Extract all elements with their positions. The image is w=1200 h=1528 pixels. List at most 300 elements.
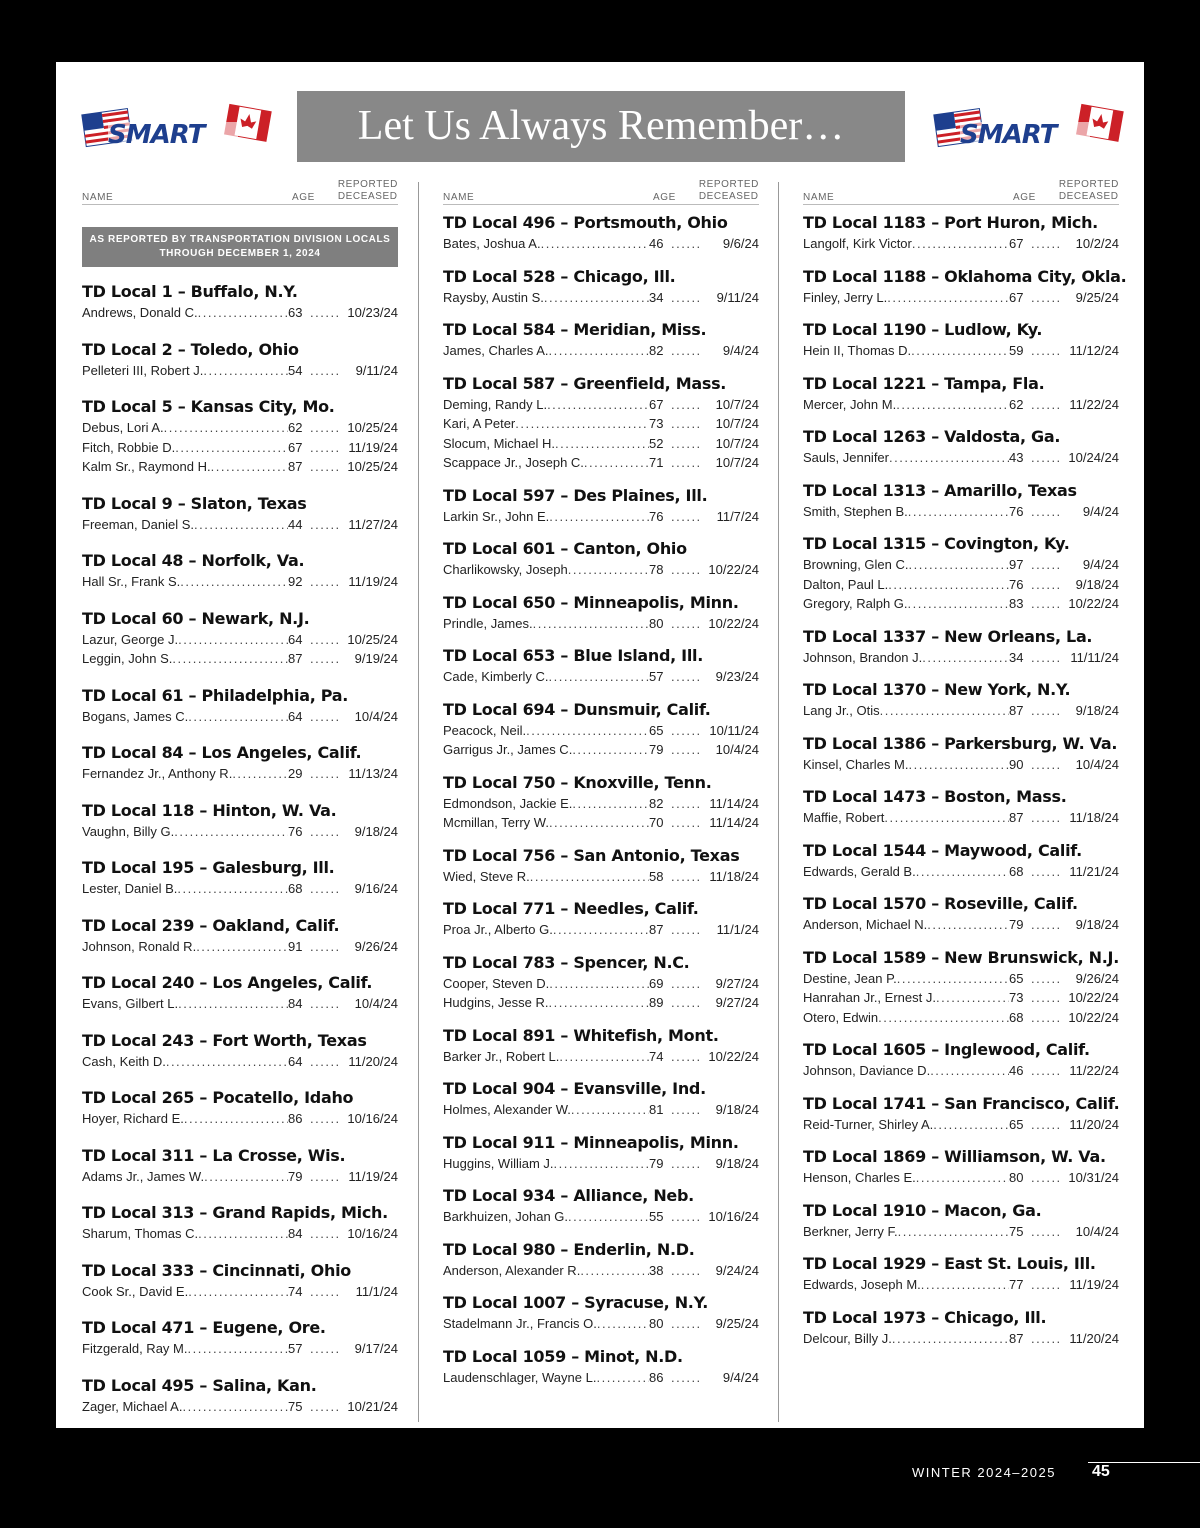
dot-leader <box>310 418 338 438</box>
date-deceased: 10/22/24 <box>708 615 759 631</box>
local-section <box>82 1260 398 1302</box>
member-age: 84 <box>288 1226 303 1241</box>
member-age: 97 <box>1009 557 1024 572</box>
dot-leader <box>310 1282 338 1302</box>
member-entry <box>82 937 398 957</box>
date-deceased: 10/25/24 <box>347 459 398 474</box>
date-deceased: 11/18/24 <box>1069 810 1119 825</box>
member-entry <box>803 808 1119 828</box>
date-deceased: 10/24/24 <box>1068 450 1119 465</box>
member-entry <box>82 707 398 727</box>
dot-leader <box>921 1275 1009 1295</box>
member-age: 87 <box>1009 703 1024 718</box>
member-age: 46 <box>1009 1063 1024 1078</box>
dot-leader <box>310 361 338 381</box>
member-entry <box>82 764 398 784</box>
dot-leader <box>671 434 699 454</box>
date-deceased: 10/22/24 <box>1068 1009 1119 1025</box>
local-section <box>443 1025 759 1067</box>
member-age: 62 <box>1009 396 1024 412</box>
dot-leader <box>310 994 338 1014</box>
local-title: TD Local 333 – Cincinnati, Ohio <box>82 1260 351 1280</box>
date-deceased: 10/25/24 <box>347 420 398 435</box>
local-title: TD Local 904 – Evansville, Ind. <box>443 1079 706 1098</box>
member-name: Lester, Daniel B. <box>82 881 178 896</box>
dot-leader <box>310 764 338 784</box>
dot-leader <box>671 1154 699 1174</box>
member-name: Charlikowsky, Joseph <box>443 562 568 577</box>
dot-leader <box>671 974 699 994</box>
member-age: 91 <box>288 938 303 954</box>
local-section <box>803 426 1119 468</box>
dot-leader <box>164 418 288 438</box>
header-name: NAME <box>82 192 114 203</box>
date-deceased: 9/26/24 <box>1075 970 1119 986</box>
local-title: TD Local 1929 – East St. Louis, Ill. <box>803 1254 1096 1273</box>
member-age: 58 <box>649 868 664 884</box>
member-age: 80 <box>649 615 664 631</box>
smart-logo-text: SMART <box>108 120 205 150</box>
dot-leader <box>671 341 699 361</box>
local-title: TD Local 1910 – Macon, Ga. <box>803 1200 1042 1220</box>
dot-leader <box>1031 594 1059 614</box>
member-name: Fitch, Robbie D. <box>82 439 176 455</box>
local-title: TD Local 1741 – San Francisco, Calif. <box>803 1093 1120 1113</box>
dot-leader <box>310 630 338 650</box>
local-title: TD Local 471 – Eugene, Ore. <box>82 1318 326 1337</box>
date-deceased: 11/19/24 <box>348 1168 398 1184</box>
member-age: 65 <box>649 722 664 738</box>
member-name: Deming, Randy L. <box>443 396 548 412</box>
member-entry <box>443 1368 759 1388</box>
member-entry <box>803 969 1119 989</box>
dot-leader <box>1031 288 1059 308</box>
local-title: TD Local 1190 – Ludlow, Ky. <box>803 320 1043 339</box>
dot-leader <box>310 515 338 535</box>
member-entry <box>803 555 1119 575</box>
member-name: Laudenschlager, Wayne L. <box>443 1369 597 1385</box>
dot-leader <box>178 994 288 1014</box>
member-entry <box>443 560 759 580</box>
dot-leader <box>572 794 649 814</box>
column-1 <box>82 174 398 1432</box>
local-section <box>82 1202 398 1244</box>
dot-leader <box>555 434 649 454</box>
local-title: TD Local 1869 – Williamson, W. Va. <box>803 1147 1106 1166</box>
member-age: 74 <box>288 1283 303 1299</box>
local-section <box>443 592 759 634</box>
member-entry <box>443 974 759 994</box>
member-age: 78 <box>649 562 664 577</box>
member-name: Adams Jr., James W. <box>82 1168 205 1184</box>
member-name: Smith, Stephen B. <box>803 503 908 519</box>
local-title: TD Local 911 – Minneapolis, Minn. <box>443 1132 739 1152</box>
local-title: TD Local 1570 – Roseville, Calif. <box>803 894 1078 913</box>
local-section <box>443 772 759 833</box>
local-title: TD Local 311 – La Crosse, Wis. <box>82 1145 346 1165</box>
local-title: TD Local 1370 – New York, N.Y. <box>803 680 1071 699</box>
member-age: 79 <box>649 1155 664 1171</box>
member-name: Lang Jr., Otis <box>803 703 880 718</box>
local-section <box>82 1317 398 1359</box>
local-title: TD Local 9 – Slaton, Texas <box>82 493 307 513</box>
local-title: TD Local 1263 – Valdosta, Ga. <box>803 427 1061 446</box>
dot-leader <box>310 457 338 477</box>
member-age: 57 <box>649 669 664 684</box>
member-entry <box>803 988 1119 1008</box>
date-deceased: 10/4/24 <box>715 742 759 757</box>
local-title: TD Local 756 – San Antonio, Texas <box>443 845 740 865</box>
date-deceased: 9/18/24 <box>1075 703 1119 718</box>
dot-leader <box>671 414 699 434</box>
local-section <box>443 845 759 887</box>
member-entry <box>82 457 398 477</box>
date-deceased: 10/23/24 <box>347 305 398 320</box>
local-section <box>443 319 759 361</box>
member-entry <box>803 648 1119 668</box>
dot-leader <box>916 1168 1009 1188</box>
smart-logo-right <box>930 98 1126 160</box>
dot-leader <box>880 701 1009 721</box>
reporting-note-line2: THROUGH DECEMBER 1, 2024 <box>159 248 321 259</box>
date-deceased: 11/20/24 <box>1069 1330 1119 1346</box>
dot-leader <box>908 594 1009 614</box>
date-deceased: 9/25/24 <box>715 1316 759 1331</box>
dot-leader <box>671 794 699 814</box>
member-name: Langolf, Kirk Victor <box>803 236 912 251</box>
local-title: TD Local 243 – Fort Worth, Texas <box>82 1030 367 1050</box>
dot-leader <box>1031 862 1059 882</box>
date-deceased: 9/18/24 <box>715 1102 759 1117</box>
date-deceased: 10/7/24 <box>715 396 759 412</box>
page <box>56 62 1144 1428</box>
page-number: 45 <box>1092 1463 1110 1480</box>
smart-logo-left <box>78 98 274 160</box>
member-name: Vaughn, Billy G. <box>82 823 175 839</box>
local-title: TD Local 601 – Canton, Ohio <box>443 539 687 558</box>
member-name: Edmondson, Jackie E. <box>443 795 573 811</box>
date-deceased: 10/4/24 <box>1075 1223 1119 1239</box>
member-name: Edwards, Joseph M. <box>803 1277 921 1292</box>
header-name: NAME <box>803 192 835 203</box>
local-title: TD Local 891 – Whitefish, Mont. <box>443 1025 719 1045</box>
date-deceased: 11/14/24 <box>709 815 759 830</box>
date-deceased: 9/18/24 <box>1075 576 1119 592</box>
dot-leader <box>897 969 1009 989</box>
member-name: Bogans, James C. <box>82 708 189 724</box>
member-name: Kari, A Peter <box>443 416 516 431</box>
member-age: 82 <box>649 795 664 811</box>
dot-leader <box>671 395 699 415</box>
date-deceased: 11/19/24 <box>348 439 398 455</box>
date-deceased: 9/4/24 <box>722 1369 759 1385</box>
member-entry <box>803 502 1119 522</box>
dot-leader <box>916 862 1009 882</box>
member-age: 79 <box>288 1168 303 1184</box>
member-entry <box>443 667 759 687</box>
member-age: 80 <box>649 1316 664 1331</box>
member-name: Andrews, Donald C. <box>82 305 198 320</box>
local-section <box>443 373 759 473</box>
member-name: Hudgins, Jesse R. <box>443 995 549 1010</box>
local-section <box>803 1253 1119 1295</box>
date-deceased: 10/25/24 <box>347 631 398 647</box>
local-title: TD Local 1315 – Covington, Ky. <box>803 534 1070 553</box>
local-title: TD Local 195 – Galesburg, Ill. <box>82 858 335 877</box>
member-entry <box>82 630 398 650</box>
member-name: James, Charles A. <box>443 343 549 358</box>
member-age: 68 <box>1009 863 1024 879</box>
dot-leader <box>671 993 699 1013</box>
local-title: TD Local 934 – Alliance, Neb. <box>443 1186 694 1205</box>
column-header <box>803 174 1119 205</box>
member-entry <box>443 507 759 527</box>
date-deceased: 10/4/24 <box>354 996 398 1011</box>
member-entry <box>443 1261 759 1281</box>
member-age: 92 <box>288 574 303 589</box>
dot-leader <box>310 822 338 842</box>
local-title: TD Local 1059 – Minot, N.D. <box>443 1346 683 1366</box>
local-title: TD Local 771 – Needles, Calif. <box>443 899 699 918</box>
dot-leader <box>310 1339 338 1359</box>
local-section <box>803 840 1119 882</box>
member-entry <box>803 341 1119 361</box>
dot-leader <box>178 630 288 650</box>
member-entry <box>443 614 759 634</box>
member-entry <box>443 1207 759 1227</box>
member-entry <box>803 862 1119 882</box>
member-entry <box>803 1168 1119 1188</box>
date-deceased: 10/7/24 <box>715 435 759 451</box>
member-age: 79 <box>649 742 664 757</box>
member-name: Hein II, Thomas D. <box>803 343 912 358</box>
local-title: TD Local 650 – Minneapolis, Minn. <box>443 592 739 612</box>
dot-leader <box>177 879 288 899</box>
member-age: 86 <box>649 1369 664 1385</box>
member-entry <box>443 1314 759 1334</box>
dot-leader <box>671 614 699 634</box>
local-title: TD Local 1188 – Oklahoma City, Okla. <box>803 266 1127 286</box>
member-name: Mcmillan, Terry W. <box>443 815 549 830</box>
dot-leader <box>172 649 288 669</box>
member-age: 54 <box>288 362 303 378</box>
member-entry <box>82 361 398 381</box>
dot-leader <box>898 1222 1009 1242</box>
member-entry <box>803 448 1119 468</box>
local-title: TD Local 1589 – New Brunswick, N.J. <box>803 947 1119 967</box>
member-entry <box>443 414 759 434</box>
local-section <box>803 947 1119 1028</box>
date-deceased: 9/11/24 <box>716 289 759 305</box>
local-title: TD Local 980 – Enderlin, N.D. <box>443 1239 695 1259</box>
local-section <box>82 1375 398 1417</box>
header-age: AGE <box>1013 192 1036 203</box>
local-title: TD Local 48 – Norfolk, Va. <box>82 551 305 570</box>
member-entry <box>443 288 759 308</box>
dot-leader <box>232 764 288 784</box>
dot-leader <box>571 1100 649 1120</box>
member-name: Leggin, John S. <box>82 651 173 666</box>
member-entry <box>82 1397 398 1417</box>
date-deceased: 10/7/24 <box>715 455 759 470</box>
member-entry <box>443 993 759 1013</box>
dot-leader <box>544 288 649 308</box>
member-age: 79 <box>1009 917 1024 932</box>
member-age: 67 <box>1009 289 1024 305</box>
issue-label: WINTER 2024–2025 <box>912 1465 1056 1480</box>
member-name: Freeman, Daniel S. <box>82 516 194 532</box>
dot-leader <box>310 438 338 458</box>
local-section <box>82 915 398 957</box>
local-title: TD Local 1605 – Inglewood, Calif. <box>803 1040 1090 1059</box>
header-reported-deceased: REPORTED DECEASED <box>698 179 759 202</box>
local-section <box>82 493 398 535</box>
column-header <box>443 174 759 205</box>
member-name: Henson, Charles E. <box>803 1170 916 1185</box>
dot-leader <box>671 740 699 760</box>
member-name: Hanrahan Jr., Ernest J. <box>803 990 936 1005</box>
dot-leader <box>310 1109 338 1129</box>
local-section <box>443 1292 759 1334</box>
member-age: 87 <box>1009 810 1024 825</box>
dot-leader <box>568 560 649 580</box>
dot-leader <box>188 1282 288 1302</box>
date-deceased: 9/26/24 <box>354 938 398 954</box>
dot-leader <box>549 974 649 994</box>
dot-leader <box>310 649 338 669</box>
dot-leader <box>175 438 288 458</box>
dot-leader <box>526 721 649 741</box>
date-deceased: 9/18/24 <box>354 823 398 839</box>
date-deceased: 11/22/24 <box>1069 396 1119 412</box>
member-name: Scappace Jr., Joseph C. <box>443 455 584 470</box>
dot-leader <box>310 303 338 323</box>
header-age: AGE <box>292 192 315 203</box>
member-name: Delcour, Billy J. <box>803 1330 892 1346</box>
local-section <box>82 550 398 592</box>
date-deceased: 11/7/24 <box>716 508 759 524</box>
date-deceased: 10/2/24 <box>1075 236 1119 251</box>
smart-logo-text: SMART <box>960 120 1057 150</box>
member-entry <box>443 721 759 741</box>
member-entry <box>803 594 1119 614</box>
dot-leader <box>896 395 1009 415</box>
member-name: Holmes, Alexander W. <box>443 1102 571 1117</box>
member-name: Wied, Steve R. <box>443 868 530 884</box>
member-name: Evans, Gilbert L. <box>82 996 179 1011</box>
member-age: 55 <box>649 1209 664 1224</box>
date-deceased: 9/25/24 <box>1075 289 1119 305</box>
date-deceased: 9/4/24 <box>722 343 759 358</box>
date-deceased: 11/19/24 <box>1069 1277 1119 1292</box>
date-deceased: 9/24/24 <box>715 1262 759 1278</box>
member-age: 52 <box>649 435 664 451</box>
date-deceased: 10/16/24 <box>347 1111 398 1126</box>
member-age: 65 <box>1009 970 1024 986</box>
dot-leader <box>180 572 288 592</box>
member-name: Cade, Kimberly C. <box>443 669 549 684</box>
dot-leader <box>310 879 338 899</box>
dot-leader <box>878 1008 1009 1028</box>
dot-leader <box>1031 1008 1059 1028</box>
dot-leader <box>922 648 1009 668</box>
dot-leader <box>1031 808 1059 828</box>
member-name: Slocum, Michael H. <box>443 435 555 451</box>
member-name: Browning, Glen C. <box>803 557 909 572</box>
member-entry <box>803 1008 1119 1028</box>
member-age: 70 <box>649 815 664 830</box>
dot-leader <box>203 361 288 381</box>
member-entry <box>82 438 398 458</box>
dot-leader <box>597 1314 649 1334</box>
member-entry <box>803 1275 1119 1295</box>
member-entry <box>82 879 398 899</box>
local-title: TD Local 587 – Greenfield, Mass. <box>443 373 727 393</box>
local-section <box>82 742 398 784</box>
member-name: Finley, Jerry L. <box>803 289 888 305</box>
dot-leader <box>908 502 1009 522</box>
member-age: 64 <box>288 708 303 724</box>
local-section <box>803 1093 1119 1135</box>
member-name: Barkhuizen, Johan G. <box>443 1209 569 1224</box>
header-reported-deceased: REPORTED DECEASED <box>337 179 398 202</box>
date-deceased: 9/17/24 <box>354 1341 398 1356</box>
local-title: TD Local 1 – Buffalo, N.Y. <box>82 282 298 301</box>
local-section <box>82 339 398 381</box>
dot-leader <box>310 1224 338 1244</box>
member-entry <box>443 1047 759 1067</box>
dot-leader <box>182 1397 288 1417</box>
local-title: TD Local 61 – Philadelphia, Pa. <box>82 685 349 705</box>
member-age: 29 <box>288 766 303 781</box>
local-title: TD Local 1544 – Maywood, Calif. <box>803 840 1082 860</box>
date-deceased: 11/22/24 <box>1069 1063 1119 1078</box>
dot-leader <box>184 1109 288 1129</box>
dot-leader <box>671 1314 699 1334</box>
member-entry <box>82 1339 398 1359</box>
local-section <box>803 679 1119 721</box>
member-entry <box>803 701 1119 721</box>
member-age: 74 <box>649 1048 664 1064</box>
local-title: TD Local 1183 – Port Huron, Mich. <box>803 213 1098 232</box>
local-section <box>82 281 398 323</box>
date-deceased: 9/18/24 <box>715 1155 759 1171</box>
dot-leader <box>188 707 288 727</box>
member-name: Hoyer, Richard E. <box>82 1111 184 1126</box>
member-age: 71 <box>649 455 664 470</box>
date-deceased: 10/16/24 <box>347 1226 398 1241</box>
member-name: Anderson, Michael N. <box>803 917 928 932</box>
dot-leader <box>671 1207 699 1227</box>
date-deceased: 11/27/24 <box>348 516 398 532</box>
member-name: Barker Jr., Robert L. <box>443 1048 560 1064</box>
dot-leader <box>198 303 288 323</box>
member-name: Garrigus Jr., James C. <box>443 742 573 757</box>
dot-leader <box>671 813 699 833</box>
dot-leader <box>559 1047 649 1067</box>
member-age: 76 <box>1009 576 1024 592</box>
member-age: 64 <box>288 1053 303 1069</box>
dot-leader <box>884 808 1009 828</box>
date-deceased: 9/19/24 <box>354 651 398 666</box>
column-2 <box>443 174 759 1399</box>
dot-leader <box>671 1047 699 1067</box>
local-section <box>803 212 1119 254</box>
dot-leader <box>1031 1061 1059 1081</box>
dot-leader <box>515 414 649 434</box>
local-section <box>443 1346 759 1388</box>
header-age: AGE <box>653 192 676 203</box>
